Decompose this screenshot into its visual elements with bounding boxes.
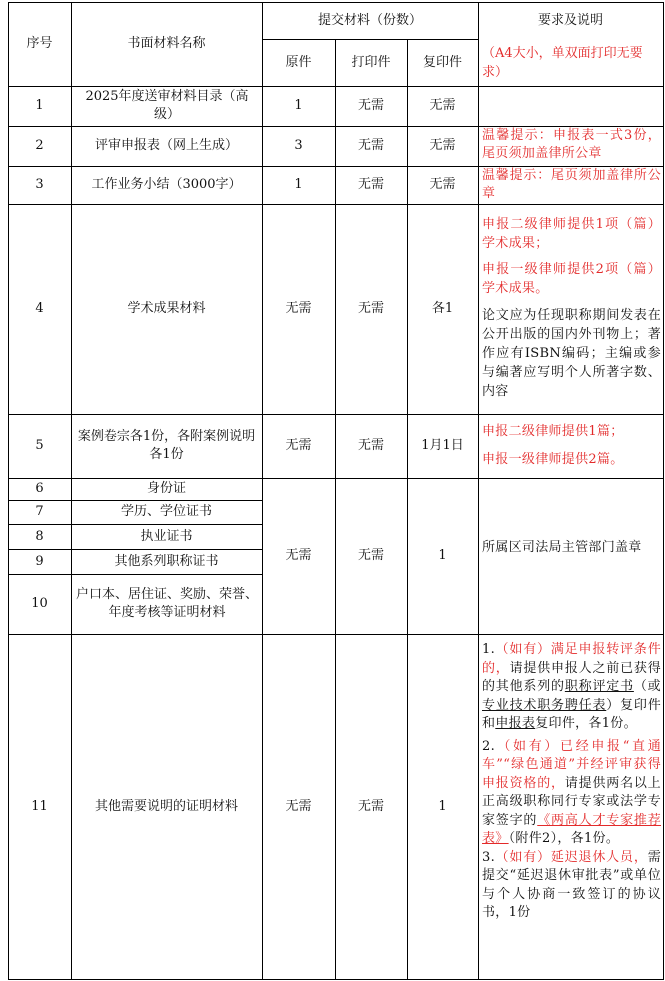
row-2-no: 2 bbox=[35, 138, 44, 153]
row-4-note bbox=[482, 215, 661, 401]
row-4-original: 无需 bbox=[285, 301, 312, 316]
header-submit: 提交材料（份数） bbox=[317, 12, 422, 28]
row-11-note-item-1 bbox=[482, 641, 661, 734]
row-5-note bbox=[482, 422, 661, 469]
header-requirements-note: （A4大小，单双面打印无要求） bbox=[482, 46, 643, 80]
item-3-text-a: 需提交“延迟退休审批表”或单位与个人协商一致签订的协议书，1份 bbox=[482, 849, 661, 920]
row-3-note: 温馨提示：尾页须加盖律所公章 bbox=[482, 168, 661, 201]
item-3-number: 3. bbox=[482, 849, 496, 865]
row-4-print: 无需 bbox=[357, 301, 384, 316]
item-1-appointment-form: 专业技术职务聘任表 bbox=[482, 697, 607, 713]
row-5-copy: 1月1日 bbox=[421, 438, 464, 453]
item-1-text-c: ）复印件和 bbox=[482, 697, 662, 731]
row-11-note-item-2 bbox=[482, 738, 661, 849]
row-3-print: 无需 bbox=[357, 177, 384, 192]
group-6-10-copy: 1 bbox=[438, 548, 447, 563]
row-3-original: 1 bbox=[294, 177, 303, 192]
row-5-note-level2: 申报二级律师提供1篇； bbox=[482, 424, 624, 439]
item-3-condition: （如有）延迟退休人员， bbox=[495, 849, 648, 865]
row-11-note-item-3 bbox=[482, 849, 661, 923]
item-2-number: 2. bbox=[482, 738, 496, 754]
row-7-no: 7 bbox=[35, 504, 44, 519]
header-original: 原件 bbox=[285, 54, 312, 70]
group-6-10-original: 无需 bbox=[285, 548, 312, 563]
item-2-condition: （如有）已经申报“直通车”“绿色通道”并经评审获得申报资格的， bbox=[482, 738, 661, 791]
row-11-copy: 1 bbox=[438, 798, 447, 814]
row-2-original: 3 bbox=[294, 138, 303, 153]
row-5-note-level1: 申报一级律师提供2篇。 bbox=[482, 452, 624, 467]
row-10-no: 10 bbox=[31, 596, 48, 611]
row-11-name: 其他需要说明的证明材料 bbox=[94, 798, 238, 814]
row-1-name: 2025年度送审材料目录（高级） bbox=[85, 89, 249, 122]
item-1-condition: （如有）满足申报转评条件的， bbox=[482, 642, 661, 676]
row-5-original: 无需 bbox=[285, 438, 312, 453]
row-2-note: 温馨提示：申报表一式3份，尾页须加盖律所公章 bbox=[482, 128, 661, 161]
item-2-text-b: （附件2），各1份。 bbox=[508, 831, 620, 846]
row-2-copy: 无需 bbox=[429, 138, 456, 153]
item-2-recommendation-form: 《两高人才专家推荐表》 bbox=[482, 812, 661, 846]
row-8-name: 执业证书 bbox=[140, 528, 193, 544]
row-1-copy: 无需 bbox=[429, 98, 456, 113]
row-2-name: 评审申报表（网上生成） bbox=[94, 138, 238, 153]
row-3-no: 3 bbox=[35, 177, 44, 192]
header-requirements: 要求及说明 bbox=[537, 13, 603, 28]
row-9-name: 其他系列职称证书 bbox=[114, 553, 219, 569]
row-4-note-level2: 申报二级律师提供1项（篇）学术成果； bbox=[482, 217, 661, 251]
row-7-name: 学历、学位证书 bbox=[120, 504, 212, 519]
row-8-no: 8 bbox=[35, 528, 44, 544]
row-5-no: 5 bbox=[35, 438, 44, 453]
header-copy: 复印件 bbox=[422, 54, 462, 70]
group-6-10-print: 无需 bbox=[357, 548, 384, 563]
row-3-name: 工作业务小结（3000字） bbox=[91, 177, 242, 192]
row-11-original: 无需 bbox=[285, 798, 312, 814]
item-1-text-b: （或 bbox=[633, 679, 661, 694]
row-5-name: 案例卷宗各1份，各附案例说明各1份 bbox=[77, 429, 256, 462]
row-1-print: 无需 bbox=[357, 98, 384, 113]
item-1-application-form: 申报表 bbox=[495, 716, 536, 731]
row-10-name: 户口本、居住证、奖励、荣誉、年度考核等证明材料 bbox=[76, 587, 259, 620]
row-3-copy: 无需 bbox=[429, 177, 456, 192]
item-1-number: 1. bbox=[482, 642, 496, 657]
header-print: 打印件 bbox=[351, 54, 391, 70]
item-2-text-a: 请提供两名以上正高级职称同行专家或法学专家签字的 bbox=[482, 775, 661, 828]
row-11-print: 无需 bbox=[357, 798, 384, 814]
item-1-text-d: 复印件，各1份。 bbox=[535, 716, 637, 731]
row-11-no: 11 bbox=[31, 798, 48, 814]
row-4-copy: 各1 bbox=[431, 301, 454, 316]
row-5-print: 无需 bbox=[357, 438, 384, 453]
row-4-no: 4 bbox=[35, 301, 44, 316]
item-1-certificate: 职称评定书 bbox=[564, 679, 634, 694]
row-4-name: 学术成果材料 bbox=[127, 301, 206, 316]
row-11-note bbox=[482, 641, 661, 923]
header-seq: 序号 bbox=[26, 36, 53, 51]
row-4-note-rules: 论文应为任现职称期间发表在公开出版的国内外刊物上；著作应有ISBN编码；主编或参与编著应写明个人所著字数、内容 bbox=[482, 308, 661, 399]
row-9-no: 9 bbox=[35, 553, 44, 569]
row-2-print: 无需 bbox=[357, 138, 384, 153]
header-name: 书面材料名称 bbox=[127, 36, 206, 51]
item-1-text-a: 请提供申报人之前已获得的其他系列的 bbox=[482, 660, 661, 694]
row-6-name: 身份证 bbox=[146, 481, 186, 496]
row-1-original: 1 bbox=[294, 98, 303, 113]
row-1-no: 1 bbox=[35, 98, 44, 113]
group-6-10-note: 所属区司法局主管部门盖章 bbox=[482, 540, 642, 555]
row-6-no: 6 bbox=[35, 481, 44, 496]
row-4-note-level1: 申报一级律师提供2项（篇）学术成果。 bbox=[482, 262, 661, 296]
